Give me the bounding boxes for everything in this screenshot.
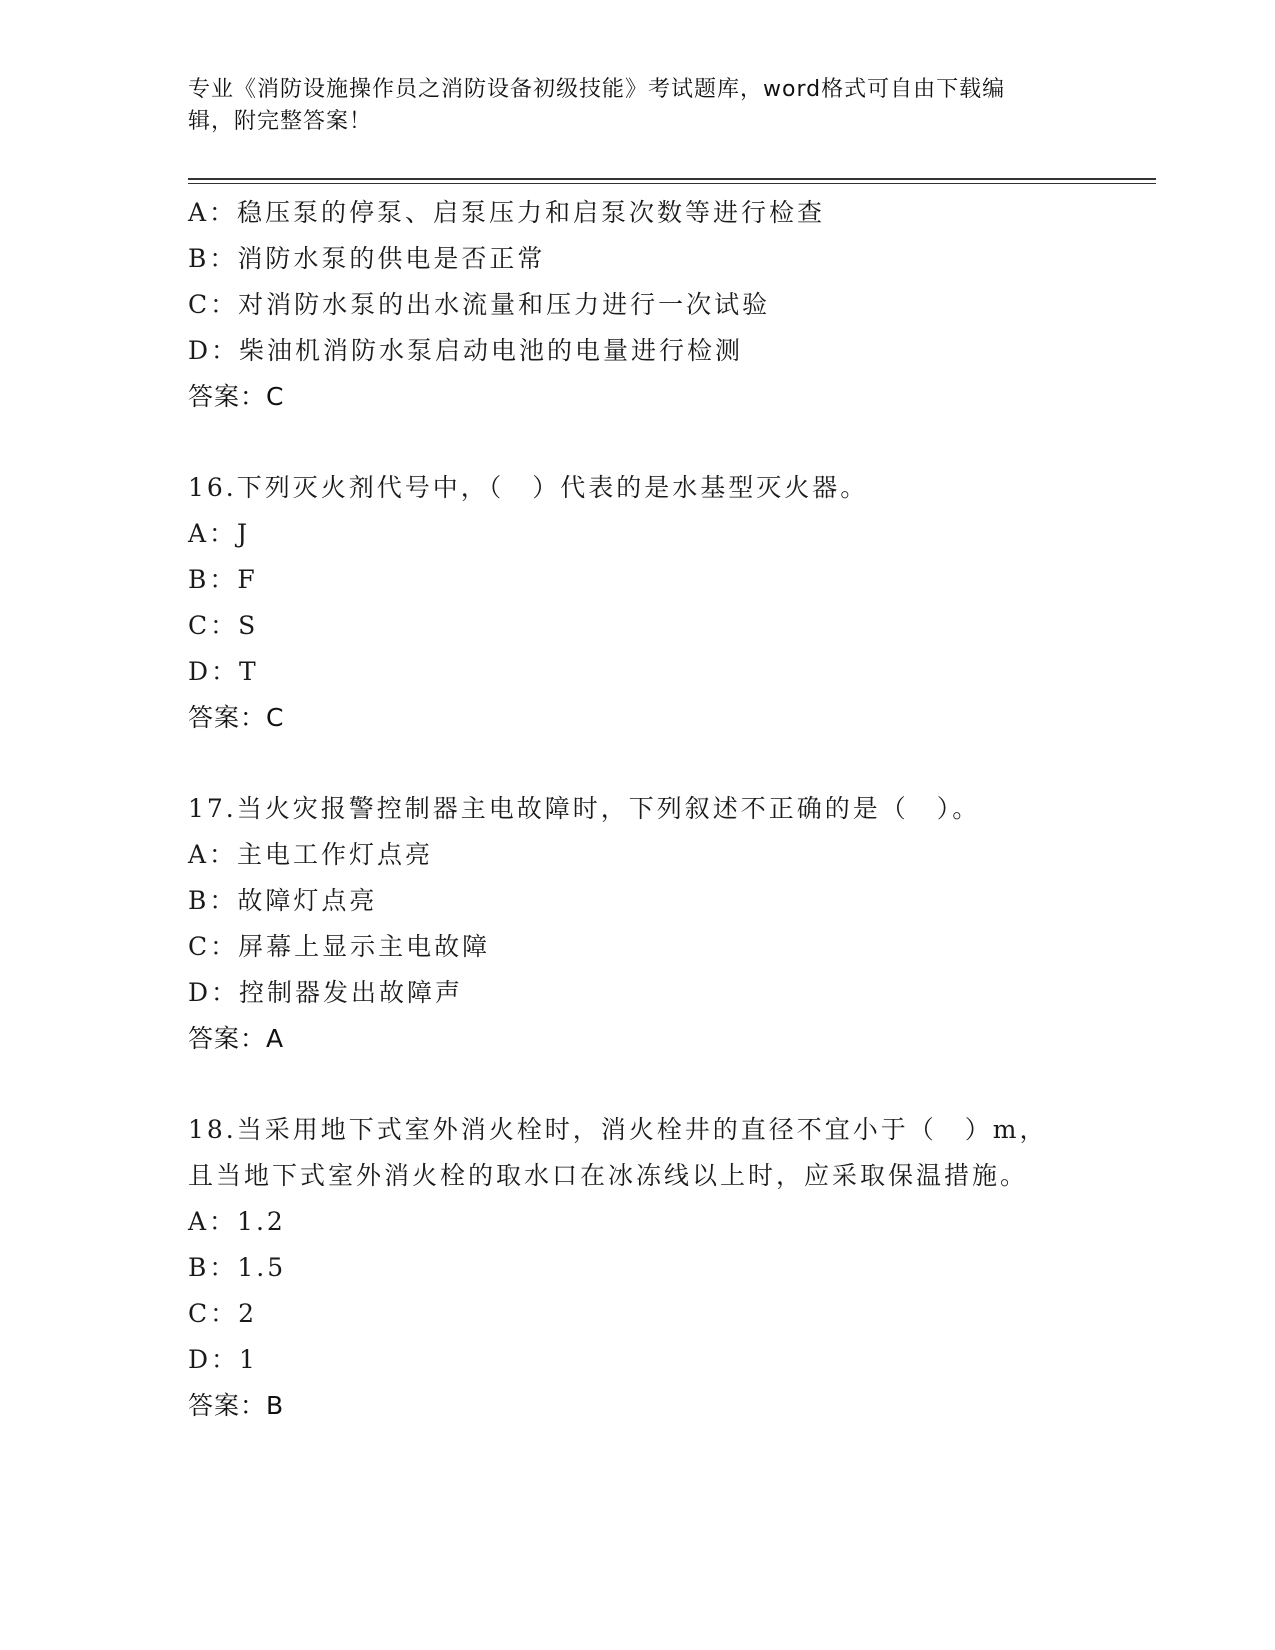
header-line-1: 专业《消防设施操作员之消防设备初级技能》考试题库，word格式可自由下载编 [188, 77, 1006, 102]
answer: 答案：B [188, 1391, 285, 1420]
header-line-2: 辑，附完整答案！ [188, 109, 373, 134]
question-stem: 16.下列灭火剂代号中，（ ）代表的是水基型灭火器。 [188, 473, 869, 502]
question-17 [188, 786, 1148, 1062]
question-stem: 17.当火灾报警控制器主电故障时，下列叙述不正确的是（ ）。 [188, 794, 981, 823]
option-b: B：故障灯点亮 [188, 886, 378, 915]
option-c: C：屏幕上显示主电故障 [188, 932, 491, 961]
document-header [188, 74, 1068, 138]
question-16 [188, 465, 1148, 741]
answer: 答案：A [188, 1024, 285, 1053]
spacer [188, 420, 1148, 465]
question-list [188, 190, 1148, 1429]
option-c: C：对消防水泵的出水流量和压力进行一次试验 [188, 290, 771, 319]
option-a: A：J [188, 519, 251, 548]
option-a: A：主电工作灯点亮 [188, 840, 434, 869]
question-18 [188, 1107, 1148, 1429]
option-d: D：柴油机消防水泵启动电池的电量进行检测 [188, 336, 744, 365]
answer: 答案：C [188, 703, 285, 732]
option-d: D：1 [188, 1345, 258, 1374]
option-c: C：S [188, 611, 259, 640]
option-c: C：2 [188, 1299, 258, 1328]
question-stem-line-1: 18.当采用地下式室外消火栓时，消火栓井的直径不宜小于（ ）m， [188, 1115, 1048, 1144]
header-divider-thin [188, 183, 1156, 184]
answer: 答案：C [188, 382, 285, 411]
option-b: B：F [188, 565, 258, 594]
spacer [188, 1062, 1148, 1107]
option-a: A：稳压泵的停泵、启泵压力和启泵次数等进行检查 [188, 198, 826, 227]
option-d: D：控制器发出故障声 [188, 978, 464, 1007]
option-d: D：T [188, 657, 259, 686]
spacer [188, 741, 1148, 786]
question-15-continued [188, 190, 1148, 420]
option-a: A：1.2 [188, 1207, 286, 1236]
option-b: B：消防水泵的供电是否正常 [188, 244, 546, 273]
option-b: B：1.5 [188, 1253, 287, 1282]
header-divider-thick [188, 178, 1156, 180]
question-stem-line-2: 且当地下式室外消火栓的取水口在冰冻线以上时，应采取保温措施。 [188, 1161, 1029, 1190]
